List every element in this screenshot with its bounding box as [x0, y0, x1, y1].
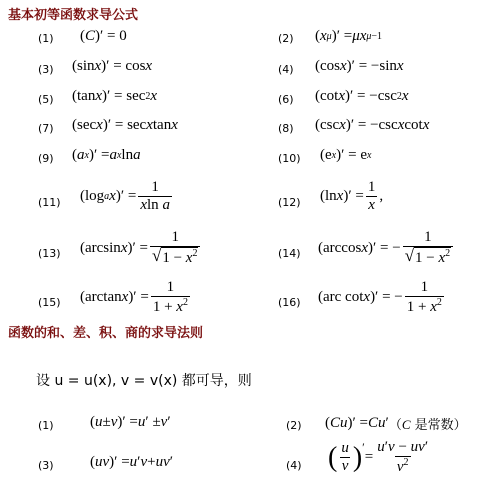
- formula-number-8: (8): [278, 122, 294, 135]
- section1-title: 基本初等函数求导公式: [8, 8, 139, 23]
- formula-number-15: (15): [38, 296, 61, 309]
- formula-9: ( a x )′ = a x ln a: [72, 147, 141, 163]
- section2-title: 函数的和、差、积、商的求导法则: [8, 326, 204, 341]
- formula-15: (arctan x )′ = $\frac{1}{1 + x^2}$: [80, 279, 188, 315]
- formula-number-2: (2): [278, 32, 294, 45]
- formula-number-12: (12): [278, 196, 301, 209]
- rule-4: ( $\frac{u}{v}$ ) ′ = $\frac{u'v - uv'}{v^2}$: [328, 439, 429, 475]
- rule-number-3: (3): [38, 459, 54, 472]
- formula-12: (ln x )′ = $\frac{1}{x}$ ,: [320, 179, 384, 213]
- formula-14: (arccos x )′ = − 1 √ $1 - x^2$: [318, 230, 455, 266]
- rule-1: ( u ± v )′ = u ′ ± v ′: [90, 414, 171, 430]
- formula-number-13: (13): [38, 247, 61, 260]
- formula-2: ( x μ )′ = μx μ −1: [315, 28, 383, 44]
- formula-8: (csc x )′ = −csc x cot x: [315, 117, 430, 133]
- formula-16: (arc cot x )′ = − $\frac{1}{1 + x^2}$: [318, 279, 442, 315]
- formula-6: (cot x )′ = −csc 2 x: [315, 88, 409, 104]
- formula-number-9: (9): [38, 152, 54, 165]
- formula-number-14: (14): [278, 247, 301, 260]
- formula-number-7: (7): [38, 122, 54, 135]
- formula-10: (e x )′ = e x: [320, 147, 372, 163]
- formula-number-16: (16): [278, 296, 301, 309]
- formula-number-1: (1): [38, 32, 54, 45]
- formula-7: (sec x )′ = sec x tan x: [72, 117, 178, 133]
- rule-number-2: (2): [286, 419, 302, 432]
- intro-text: 设 u = u(x), v = v(x) 都可导，则: [36, 373, 252, 389]
- formula-number-4: (4): [278, 63, 294, 76]
- formula-1: ( C )′ = 0: [80, 28, 127, 44]
- formula-5: (tan x )′ = sec 2 x: [72, 88, 158, 104]
- rule-2: ( Cu )′ = Cu ′ （C 是常数）: [325, 415, 467, 433]
- formula-4: (cos x )′ = −sin x: [315, 58, 404, 74]
- rule-number-1: (1): [38, 419, 54, 432]
- formula-3: (sin x )′ = cos x: [72, 58, 153, 74]
- formula-11: (log a x )′ = $\frac{1}{\text{xln a}}$: [80, 179, 170, 213]
- formula-number-6: (6): [278, 93, 294, 106]
- formula-number-5: (5): [38, 93, 54, 106]
- rule-3: ( uv )′ = u ′ v + uv ′: [90, 454, 174, 470]
- formula-number-3: (3): [38, 63, 54, 76]
- formula-number-11: (11): [38, 196, 61, 209]
- formula-13: (arcsin x )′ = 1 √ $1 - x^2$: [80, 230, 202, 266]
- formula-number-10: (10): [278, 152, 301, 165]
- rule-number-4: (4): [286, 459, 302, 472]
